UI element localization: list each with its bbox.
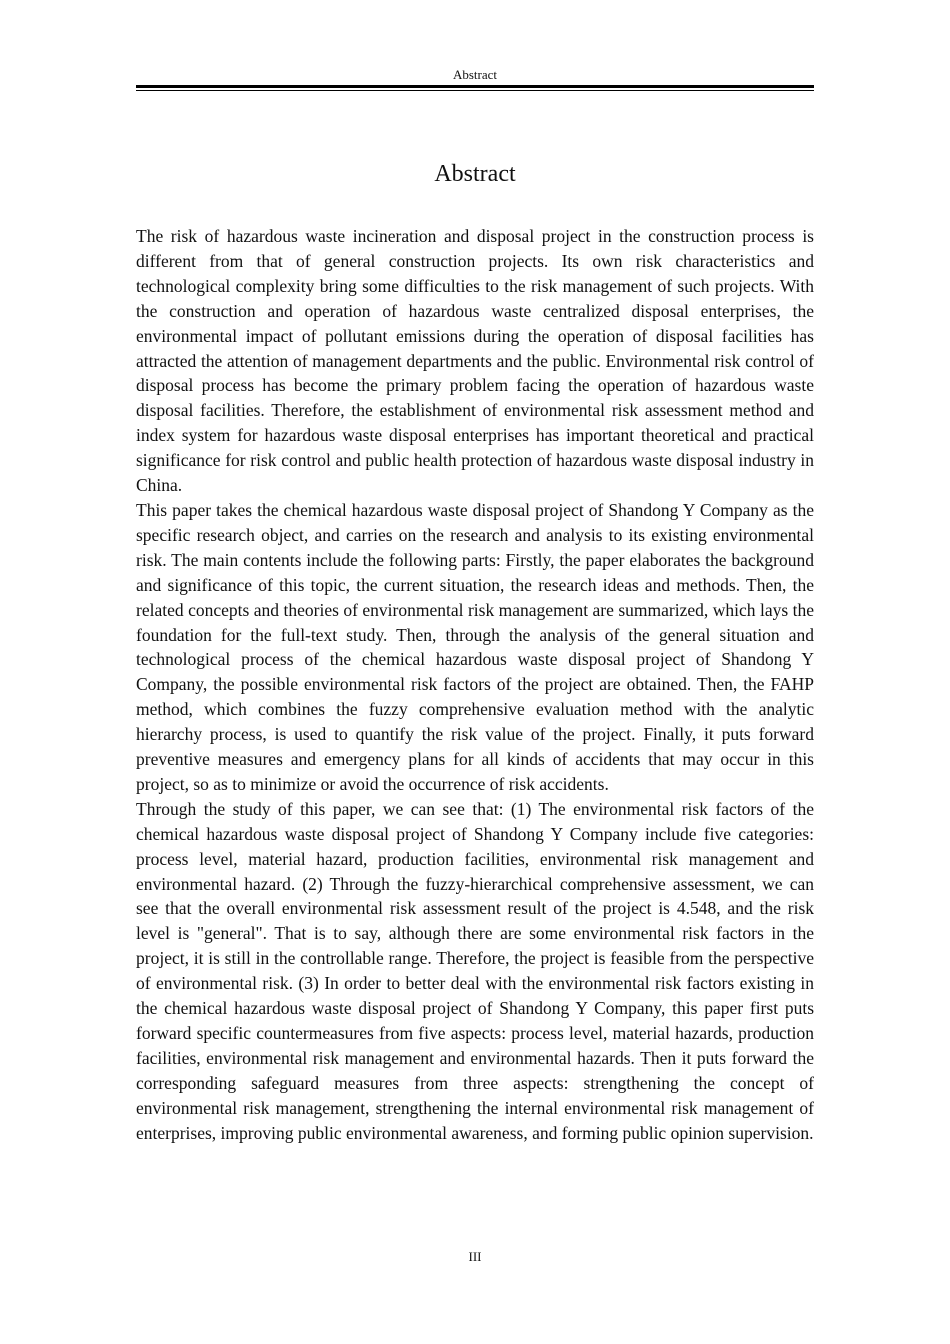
header-rule-thin <box>136 90 814 91</box>
abstract-paragraph-3: Through the study of this paper, we can see that: (1) The environmental risk factors of the chemical hazardous waste disposal project of Shandong Y Company include five categories: process level, material hazard, production facilities, environmental risk management and environmental hazard. (2) Through the fuzzy-hierarchical comprehensive assessment, we can see that the overall environmental risk assessment result of the project is 4.548, and the risk level is "general". That is to say, although there are some environmental risk factors in the project, it is still in the controllable range. Therefore, the project is feasible from the perspective of environmental risk. (3) In order to better deal with the environmental risk factors existing in the chemical hazardous waste disposal project of Shandong Y Company, this paper first puts forward specific countermeasures from five aspects: process level, material hazards, production facilities, environmental risk management and environmental hazards. Then it puts forward the corresponding safeguard measures from three aspects: strengthening the concept of environmental risk management, strengthening the internal environmental risk management of enterprises, improving public environmental awareness, and forming public opinion supervision. <box>136 798 814 1143</box>
page-number: III <box>468 1249 482 1264</box>
running-header: Abstract <box>452 67 498 82</box>
header-rule-thick <box>136 85 814 88</box>
abstract-paragraph-2: This paper takes the chemical hazardous waste disposal project of Shandong Y Company as the specific research object, and carries on the research and analysis to its existing environmental risk. The main contents include the following parts: Firstly, the paper elaborates the background and significance of this topic, the current situation, the research ideas and methods. Then, the related concepts and theories of environmental risk management are summarized, which lays the foundation for the full-text study. Then, through the analysis of the general situation and technological process of the chemical hazardous waste disposal project of Shandong Y Company, the possible environmental risk factors of the project are obtained. Then, the FAHP method, which combines the fuzzy comprehensive evaluation method with the analytic hierarchy process, is used to quantify the risk value of the project. Finally, it puts forward preventive measures and emergency plans for all kinds of accidents that may occur in this project, so as to minimize or avoid the occurrence of risk accidents. <box>136 499 814 794</box>
abstract-body <box>136 224 814 1146</box>
abstract-paragraph-1: The risk of hazardous waste incineration and disposal project in the construction process is different from that of general construction projects. Its own risk characteristics and technological complexity bring some difficulties to the risk management of such projects. With the construction and operation of hazardous waste centralized disposal enterprises, the environmental impact of pollutant emissions during the operation of disposal facilities has attracted the attention of management departments and the public. Environmental risk control of disposal process has become the primary problem facing the operation of hazardous waste disposal facilities. Therefore, the establishment of environmental risk assessment method and index system for hazardous waste disposal enterprises has important theoretical and practical significance for risk control and public health protection of hazardous waste disposal industry in China. <box>136 226 814 496</box>
page-title: Abstract <box>434 161 516 187</box>
